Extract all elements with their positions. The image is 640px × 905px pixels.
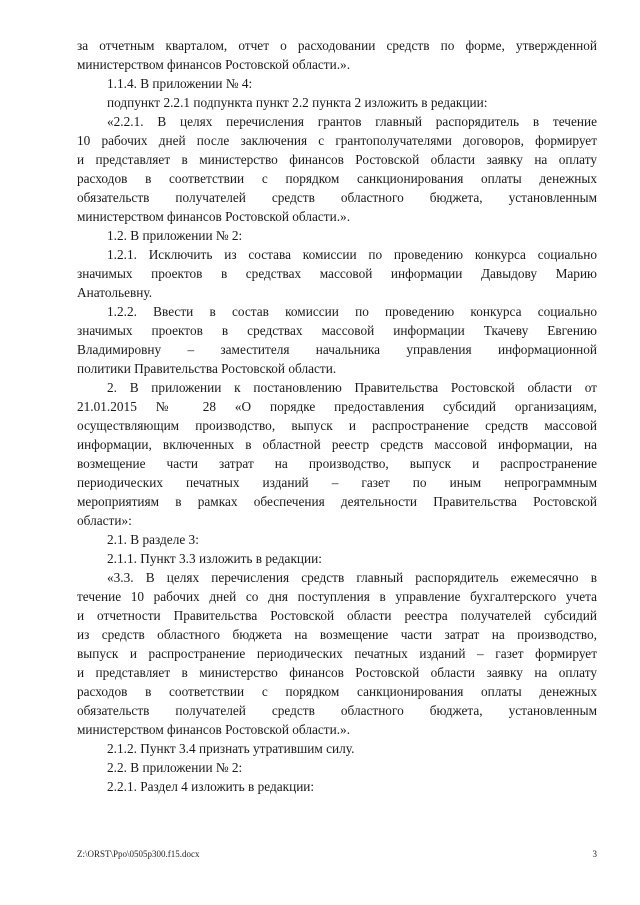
paragraph-6-line: Владимировну – заместителя начальника управления информационной (77, 342, 597, 357)
paragraph-8-line: 2.1. В разделе 3: (107, 532, 199, 547)
paragraph-0-line: за отчетным кварталом, отчет о расходовании средств по форме, утвержденной (77, 38, 597, 53)
paragraph-10-line: министерством финансов Ростовской области.». (77, 722, 351, 737)
paragraph-3-line: расходов в соответствии с порядком санкционирования оплаты денежных (77, 171, 597, 186)
paragraph-7-line: мероприятиям в рамках обеспечения деятельности Правительства Ростовской (77, 494, 597, 509)
paragraph-5-line: 1.2.1. Исключить из состава комиссии по проведению конкурса социально (107, 247, 597, 262)
paragraph-10-line: из средств областного бюджета на возмещение части затрат на производство, (77, 627, 597, 642)
paragraph-13-line: 2.2.1. Раздел 4 изложить в редакции: (107, 779, 315, 794)
paragraph-12-line: 2.2. В приложении № 2: (107, 760, 243, 775)
paragraph-10-line: и представляет в министерство финансов Ростовской области заявку на оплату (77, 665, 597, 680)
paragraph-0-line: министерством финансов Ростовской области.». (77, 57, 351, 72)
paragraph-6-line: политики Правительства Ростовской области. (77, 361, 337, 376)
paragraph-9-line: 2.1.1. Пункт 3.3 изложить в редакции: (107, 551, 322, 566)
paragraph-7-line: периодических печатных изданий – газет по иным непрограммным (77, 475, 597, 490)
paragraph-7-line: области»: (77, 513, 132, 528)
paragraph-6-line: значимых проектов в средствах массовой информации Ткачеву Евгению (77, 323, 597, 338)
paragraph-3-line: и представляет в министерство финансов Ростовской области заявку на оплату (77, 152, 597, 167)
paragraph-10-line: обязательств получателей средств областного бюджета, установленным (77, 703, 597, 718)
paragraph-3-line: 10 рабочих дней после заключения с грантополучателями договоров, формирует (77, 133, 597, 148)
paragraph-7-line: осуществляющим производство, выпуск и распространение средств массовой (77, 418, 597, 433)
paragraph-5-line: значимых проектов в средствах массовой информации Давыдову Марию (77, 266, 597, 281)
paragraph-10-line: выпуск и распространение периодических печатных изданий – газет формирует (77, 646, 597, 661)
paragraph-7-line: 2. В приложении к постановлению Правительства Ростовской области от (107, 380, 597, 395)
paragraph-10-line: «3.3. В целях перечисления средств главный распорядитель ежемесячно в (107, 570, 597, 585)
paragraph-11-line: 2.1.2. Пункт 3.4 признать утратившим силу. (107, 741, 355, 756)
paragraph-4-line: 1.2. В приложении № 2: (107, 228, 243, 243)
paragraph-10-line: течение 10 рабочих дней со дня поступления в управление бухгалтерского учета (77, 589, 597, 604)
paragraph-7-line: 21.01.2015 № 28 «О порядке предоставления субсидий организациям, (77, 399, 597, 414)
footer-file-path: Z:\ORST\Ppo\0505p300.f15.docx (77, 849, 200, 859)
paragraph-3-line: обязательств получателей средств областного бюджета, установленным (77, 190, 597, 205)
paragraph-7-line: информации, включенных в областной реестр средств массовой информации, на (77, 437, 597, 452)
document-body (77, 36, 597, 796)
paragraph-6-line: 1.2.2. Ввести в состав комиссии по проведению конкурса социально (107, 304, 597, 319)
page-number: 3 (592, 849, 597, 859)
paragraph-3-line: министерством финансов Ростовской области.». (77, 209, 351, 224)
paragraph-3-line: «2.2.1. В целях перечисления грантов главный распорядитель в течение (107, 114, 597, 129)
paragraph-1-line: 1.1.4. В приложении № 4: (107, 76, 253, 91)
paragraph-7-line: возмещение части затрат на производство, выпуск и распространение (77, 456, 597, 471)
paragraph-2-line: подпункт 2.2.1 подпункта пункт 2.2 пункта 2 изложить в редакции: (107, 95, 488, 110)
paragraph-5-line: Анатольевну. (77, 285, 153, 300)
paragraph-10-line: расходов в соответствии с порядком санкционирования оплаты денежных (77, 684, 597, 699)
paragraph-10-line: и отчетности Правительства Ростовской области реестра получателей субсидий (77, 608, 597, 623)
